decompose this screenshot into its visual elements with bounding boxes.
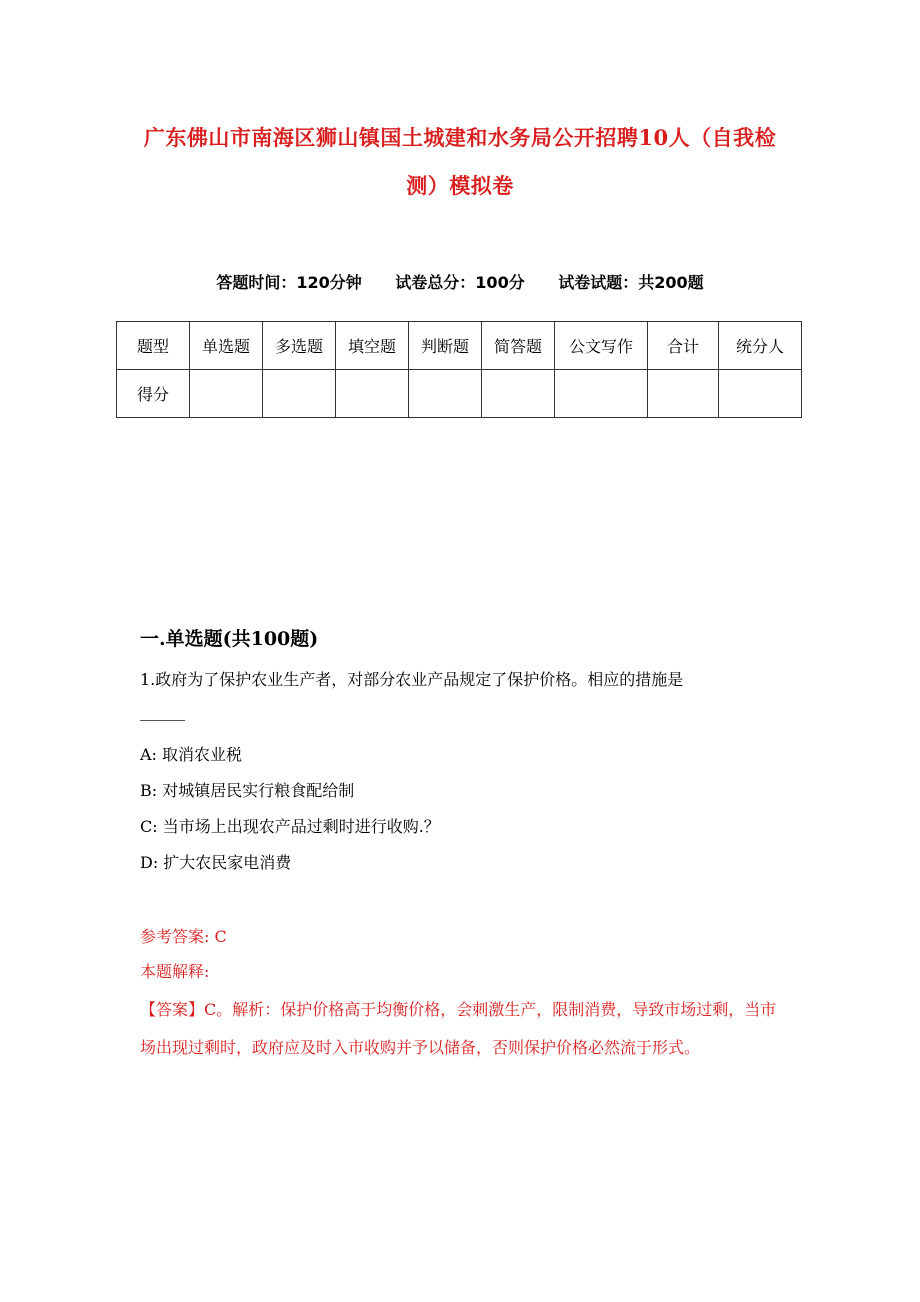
score-table: [116, 321, 802, 418]
score-cell: [719, 370, 802, 418]
option-a: A: 取消农业税: [140, 745, 243, 764]
reference-answer: 参考答案: C: [140, 927, 227, 946]
exam-question-count: 试卷试题：共200题: [558, 273, 704, 292]
score-table-header-cell: 合计: [648, 322, 719, 370]
score-cell: [482, 370, 555, 418]
score-cell: [336, 370, 409, 418]
score-table-header-cell: 公文写作: [555, 322, 648, 370]
option-b: B: 对城镇居民实行粮食配给制: [140, 781, 355, 800]
score-cell: [263, 370, 336, 418]
document-title-line-1: 广东佛山市南海区狮山镇国土城建和水务局公开招聘10人（自我检: [143, 125, 777, 150]
section-heading: 一.单选题(共100题): [140, 628, 319, 650]
explanation-text: 【答案】C。解析：保护价格高于均衡价格，会刺激生产，限制消费，导致市场过剩，当市场出现过剩时，政府应及时入市收购并予以储备，否则保护价格必然流于形式。: [140, 1000, 777, 1057]
answer-blank-line: [140, 720, 185, 721]
option-c: C: 当市场上出现农产品过剩时进行收购.？: [140, 817, 440, 836]
score-table-header-cell: 单选题: [190, 322, 263, 370]
score-table-header-cell: 判断题: [409, 322, 482, 370]
option-d: D: 扩大农民家电消费: [140, 853, 292, 872]
score-table-header-cell: 题型: [117, 322, 190, 370]
score-table-header-row: [117, 322, 802, 370]
score-table-header-cell: 简答题: [482, 322, 555, 370]
score-cell: [409, 370, 482, 418]
score-cell: [190, 370, 263, 418]
exam-time: 答题时间：120分钟: [216, 273, 362, 292]
exam-info: [0, 270, 920, 293]
score-table-header-cell: 多选题: [263, 322, 336, 370]
score-row-label: 得分: [117, 370, 190, 418]
score-table-score-row: [117, 370, 802, 418]
score-cell: [555, 370, 648, 418]
score-table-header-cell: 统分人: [719, 322, 802, 370]
explanation-label: 本题解释:: [140, 962, 210, 981]
score-cell: [648, 370, 719, 418]
exam-total-score: 试卷总分：100分: [395, 273, 525, 292]
score-table-header-cell: 填空题: [336, 322, 409, 370]
question-text: 1.政府为了保护农业生产者，对部分农业产品规定了保护价格。相应的措施是: [140, 670, 684, 689]
document-title-line-2: 测）模拟卷: [406, 173, 514, 198]
